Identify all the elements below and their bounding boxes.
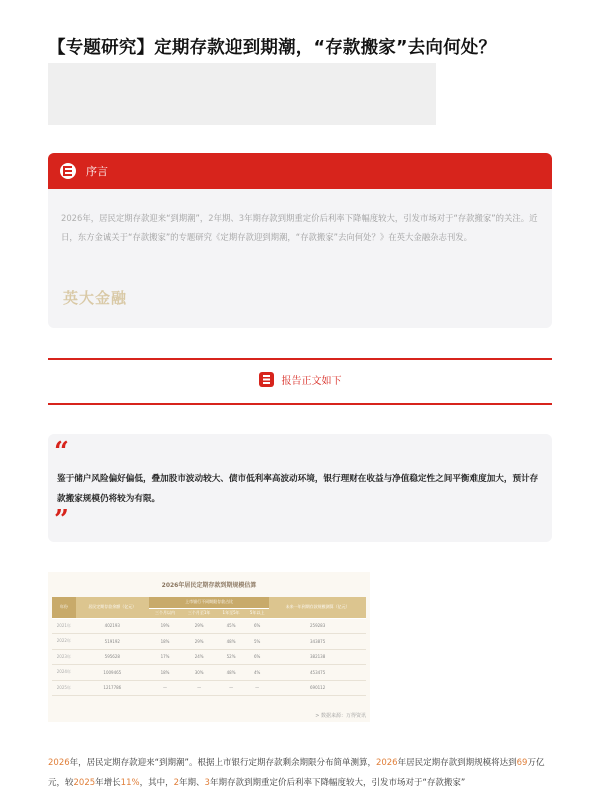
body-year-1: 2026 (48, 758, 70, 768)
quote-text: 鉴于储户风险偏好偏低，叠加股市波动较大、债市低利率高波动环境，银行理财在收益与净值稳定性之间平衡难度加大，预计存款搬家规模仍将较为有限。 (57, 474, 539, 504)
table-cell: 45% (217, 618, 245, 634)
open-quote-icon: “ (54, 437, 69, 467)
quote-card (48, 434, 552, 542)
table-row (52, 680, 366, 696)
body-text-4: 年增长 (95, 777, 121, 788)
table-cell: — (149, 680, 181, 696)
table-source: > 数据来源：万得资讯 (315, 713, 366, 719)
table-cell: 2025年 (52, 680, 76, 696)
divider-top (48, 358, 552, 360)
table-cell: 453475 (269, 665, 366, 681)
document-icon (259, 372, 274, 387)
table-cell: 382138 (269, 649, 366, 665)
preface-card (48, 153, 552, 328)
table-cell: 52% (217, 649, 245, 665)
table-cell: 48% (217, 665, 245, 681)
table-cell: 402193 (76, 618, 149, 634)
brand-logo-icon (60, 163, 76, 179)
brand-signature: 英大金融 (63, 289, 128, 307)
table-cell: 29% (181, 634, 217, 650)
report-header (48, 372, 552, 387)
table-cell: 30% (181, 665, 217, 681)
table-cell: — (181, 680, 217, 696)
body-num-2: 11% (120, 777, 140, 788)
table-cell: 48% (217, 634, 245, 650)
preface-text-a: 年，居民定期存款迎来“到期潮”， (82, 213, 209, 223)
table-row (52, 665, 366, 681)
table-cell: 24% (181, 649, 217, 665)
body-text-2: 年居民定期存款到期规模将达到 (397, 758, 517, 768)
body-text-1: 年，居民定期存款迎来“到期潮”。根据上市银行定期存款剩余期限分布简单测算， (69, 758, 376, 768)
table-cell: 18% (149, 665, 181, 681)
table-row (52, 649, 366, 665)
preface-text-d: 3 (238, 213, 245, 223)
table-title: 2026年居民定期存款到期规模估算 (161, 582, 257, 589)
col-stock: 居民定期存款余额（亿元） (76, 597, 149, 618)
divider-bottom (48, 403, 552, 405)
body-text-6: 年期、 (179, 777, 205, 788)
body-year-3: 2025 (73, 777, 96, 788)
table-cell: 519192 (76, 634, 149, 650)
table-cell: 2024年 (52, 665, 76, 681)
table-cell: 17% (149, 649, 181, 665)
deposit-table-body (52, 618, 366, 696)
table-cell: 343875 (269, 634, 366, 650)
table-cell: 595628 (76, 649, 149, 665)
close-quote-icon: ” (54, 505, 69, 535)
table-cell: 2023年 (52, 649, 76, 665)
table-cell: 4% (245, 665, 269, 681)
preface-year: 2026 (61, 213, 83, 223)
table-cell: 29% (181, 618, 217, 634)
body-num-1: 69 (516, 758, 528, 768)
table-cell: — (245, 680, 269, 696)
body-year-2: 2026 (375, 758, 398, 768)
preface-text-c: 年期、 (213, 213, 239, 223)
table-cell: 690112 (269, 680, 366, 696)
table-row (52, 634, 366, 650)
table-cell: 259283 (269, 618, 366, 634)
body-num-3: 2 (173, 777, 180, 788)
body-text-7: 年期存款到期重定价后利率下降幅度较大，引发市场对于“存款搬家” (209, 777, 466, 788)
col-5y: 1年至5年 (217, 608, 245, 618)
article-title: 【专题研究】定期存款迎到期潮，“存款搬家”去向何处？ (48, 38, 497, 58)
banner-image-placeholder (48, 63, 436, 125)
table-cell: 18% (149, 634, 181, 650)
report-header-label: 报告正文如下 (281, 376, 342, 387)
body-text-5: ，其中， (139, 777, 174, 788)
preface-header (48, 153, 552, 189)
preface-label: 序言 (86, 165, 108, 178)
table-cell: 2021年 (52, 618, 76, 634)
table-cell: 1217786 (76, 680, 149, 696)
body-text-3: 万亿元，较 (48, 758, 545, 788)
table-cell: 2022年 (52, 634, 76, 650)
table-row (52, 618, 366, 634)
table-cell: 6% (245, 618, 269, 634)
table-cell: 1009465 (76, 665, 149, 681)
col-year: 年份 (52, 597, 76, 618)
col-expiry: 未来一年到期存款规模测算（亿元） (269, 597, 366, 618)
preface-text-b: 2 (208, 213, 214, 223)
col-1y: 三个月至1年 (181, 608, 217, 618)
table-cell: 5% (245, 634, 269, 650)
deposit-table-image (48, 572, 370, 722)
preface-text-e: 年期存款到期重定价后利率下降幅度较大，引发市场对于“存款搬家”的关注。近日，东方金诚关于“存款搬家”的专题研究《定期存款迎到期潮，“存款搬家”去向何处？》在英大金融杂志刊发。 (61, 213, 538, 242)
col-group: 上市银行不同期限存款占比 (149, 597, 269, 608)
table-cell: 6% (245, 649, 269, 665)
body-num-4: 3 (204, 777, 210, 788)
deposit-table (52, 597, 366, 696)
table-cell: — (217, 680, 245, 696)
body-paragraph (48, 754, 554, 793)
preface-text (61, 209, 539, 247)
table-cell: 19% (149, 618, 181, 634)
col-3m: 三个月以内 (149, 608, 181, 618)
col-5yplus: 5年以上 (245, 608, 269, 618)
